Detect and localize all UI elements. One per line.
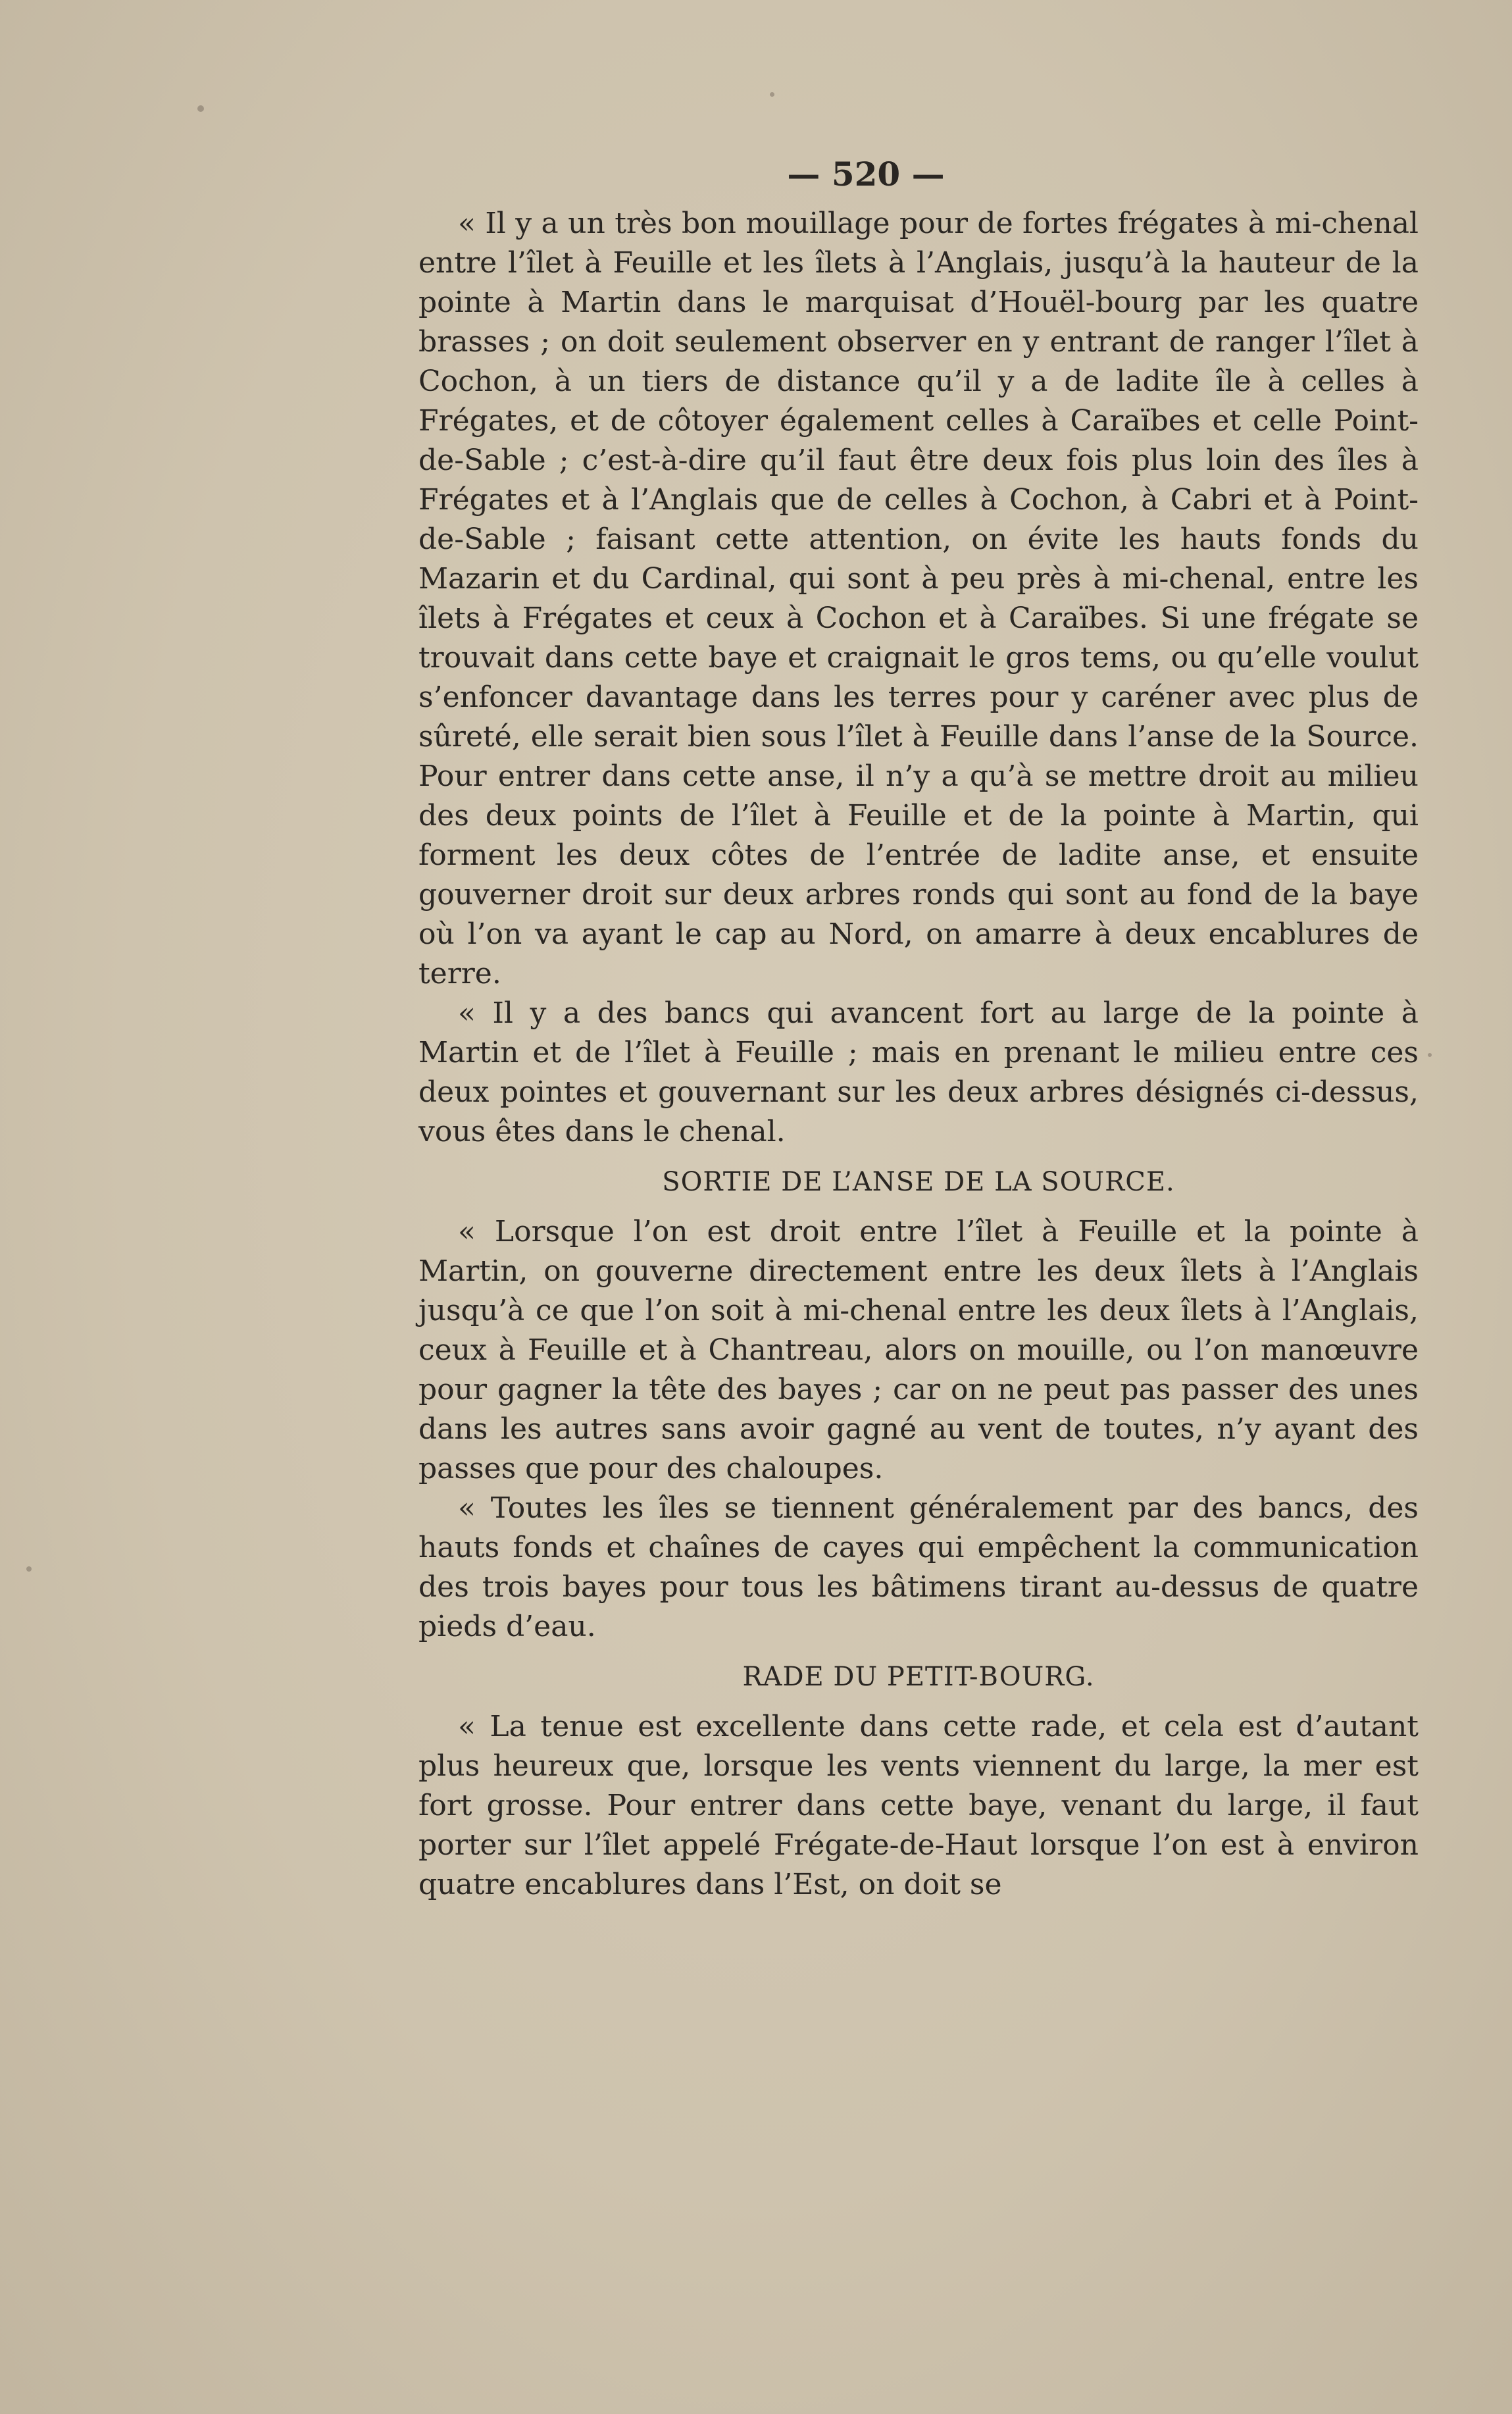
paragraph: « Il y a des bancs qui avancent fort au large de la pointe à Martin et de l’îlet à Feuille ; mais en prenant le milieu entre ces deux pointes et gouvernant sur les deux arbres désignés ci-dessus, vous êtes dans le chenal. [418,996,1419,1148]
page-number: — 520 — [787,155,945,193]
paragraph: « Il y a un très bon mouillage pour de fortes frégates à mi-chenal entre l’îlet à Feuille et les îlets à l’Anglais, jusqu’à la hauteur de la pointe à Martin dans le marquisat d’Houël-bourg par les quatre brasses ; on doit seulement observer en y entrant de ranger l’îlet à Cochon, à un tiers de distance qu’il y a de ladite île à celles à Frégates, et de côtoyer également celles à Caraïbes et celle Point-de-Sable ; c’est-à-dire qu’il faut être deux fois plus loin des îles à Frégates et à l’Anglais que de celles à Cochon, à Cabri et à Point-de-Sable ; faisant cette attention, on évite les hauts fonds du Mazarin et du Cardinal, qui sont à peu près à mi-chenal, entre les îlets à Frégates et ceux à Cochon et à Caraïbes. Si une frégate se trouvait dans cette baye et craignait le gros tems, ou qu’elle voulut s’enfoncer davantage dans les terres pour y caréner avec plus de sûreté, elle serait bien sous l’îlet à Feuille dans l’anse de la Source. Pour entrer dans cette anse, il n’y a qu’à se mettre droit au milieu des deux points de l’îlet à Feuille et de la pointe à Martin, qui forment les deux côtes de l’entrée de ladite anse, et ensuite gouverner droit sur deux arbres ronds qui sont au fond de la baye où l’on va ayant le cap au Nord, on amarre à deux encablures de terre. [418,207,1419,990]
page-text [418,151,1419,1905]
paragraph: « La tenue est excellente dans cette rade, et cela est d’autant plus heureux que, lorsque les vents viennent du large, la mer est fort grosse. Pour entrer dans cette baye, venant du large, il faut porter sur l’îlet appelé Frégate-de-Haut lorsque l’on est à environ quatre encablures dans l’Est, on doit se [418,1710,1419,1901]
section-heading: SORTIE DE L’ANSE DE LA SOURCE. [662,1167,1175,1197]
paper-speck [197,105,204,112]
section-heading: RADE DU PETIT-BOURG. [742,1662,1095,1692]
paragraph: « Lorsque l’on est droit entre l’îlet à Feuille et la pointe à Martin, on gouverne directement entre les deux îlets à l’Anglais jusqu’à ce que l’on soit à mi-chenal entre les deux îlets à l’Anglais, ceux à Feuille et à Chantreau, alors on mouille, ou l’on manœuvre pour gagner la tête des bayes ; car on ne peut pas passer des unes dans les autres sans avoir gagné au vent de toutes, n’y ayant des passes que pour des chaloupes. [418,1215,1419,1485]
paper-speck [770,92,774,97]
paragraph: « Toutes les îles se tiennent généralement par des bancs, des hauts fonds et chaînes de cayes qui empêchent la communication des trois bayes pour tous les bâtimens tirant au-dessus de quatre pieds d’eau. [418,1491,1419,1643]
paper-speck [1428,1053,1432,1057]
paper-speck [26,1566,32,1572]
